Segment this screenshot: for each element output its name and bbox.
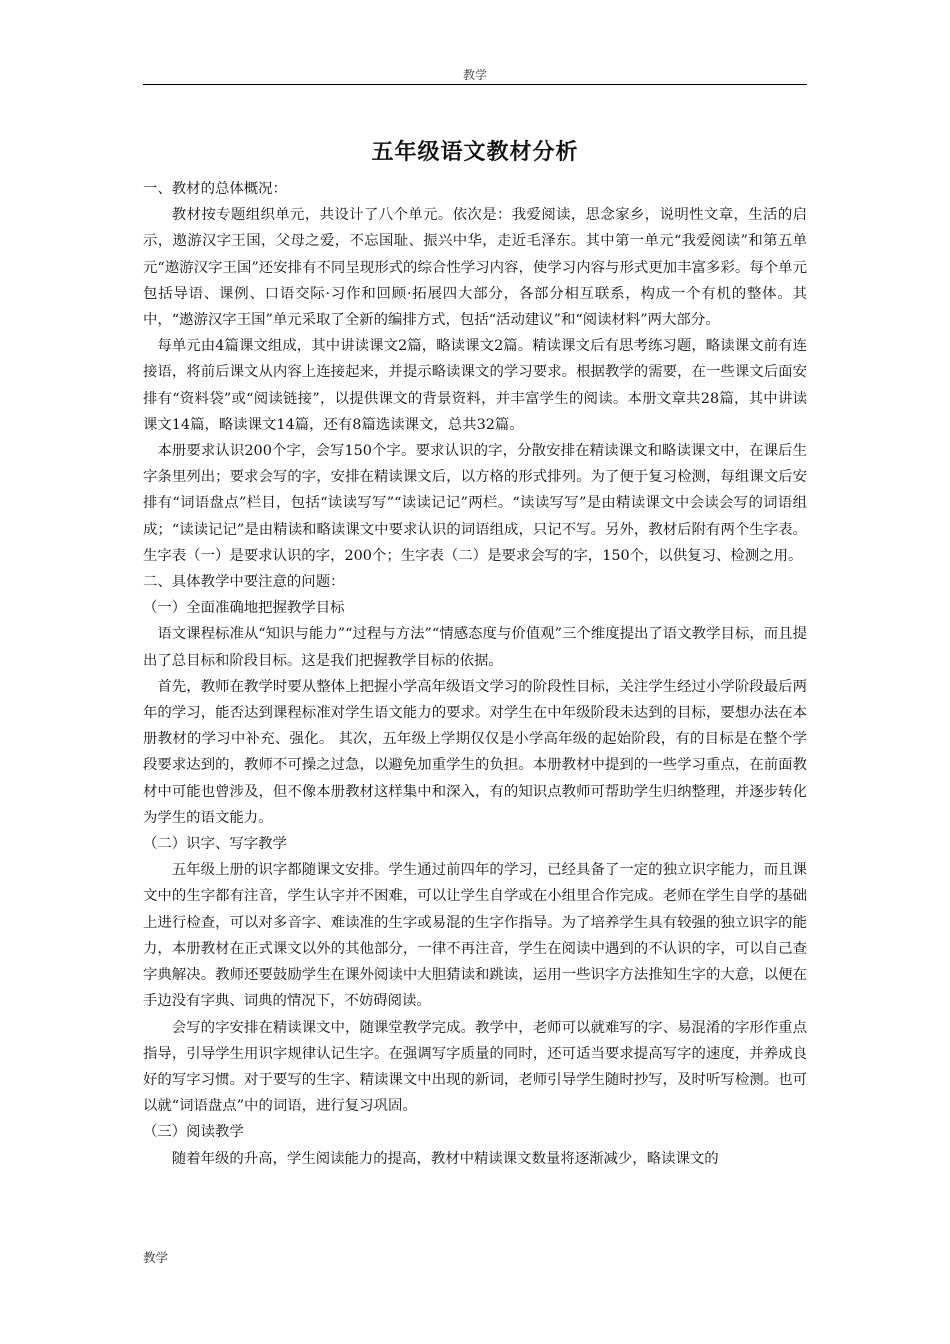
paragraph: 会写的字安排在精读课文中，随课堂教学完成。教学中，老师可以就难写的字、易混淆的字形作重点指导，引导学生用识字规律认记生字。在强调写字质量的同时，还可适当要求提高写字的速度，并养成良好的写字习惯。对于要写的生字、精读课文中出现的新词，老师引导学生随时抄写，及时听写检测。也可以就“词语盘点”中的词语，进行复习巩固。: [143, 1019, 807, 1115]
paragraph: 教材按专题组织单元，共设计了八个单元。依次是：我爱阅读，思念家乡，说明性文章，生活的启示，遨游汉字王国，父母之爱，不忘国耻、振兴中华，走近毛泽东。其中第一单元“我爱阅读”和第五单元“遨游汉字王国”还安排有不同呈现形式的综合性学习内容，使学习内容与形式更加丰富多彩。每个单元包括导语、课例、口语交际·习作和回顾·拓展四大部分，各部分相互联系，构成一个有机的整体。其中，“遨游汉字王国”单元采取了全新的编排方式，包括“活动建议”和“阅读材料”两大部分。: [143, 207, 807, 329]
paragraph: 随着年级的升高，学生阅读能力的提高，教材中精读课文数量将逐渐减少，略读课文的: [171, 1150, 719, 1167]
document-title: 五年级语文教材分析: [371, 139, 579, 165]
subsection-heading: （一）全面准确地把握教学目标: [143, 600, 345, 617]
page-footer: 教学: [143, 1250, 169, 1265]
subsection-heading: （三）阅读教学: [143, 1124, 244, 1141]
section-heading: 一、教材的总体概况：: [143, 181, 287, 197]
paragraph: 本册要求认识200个字，会写150个字。要求认识的字，分散安排在精读课文和略读课文中，在课后生字条里列出；要求会写的字，安排在精读课文后，以方格的形式排列。为了便于复习检测，每组课文后安排有“词语盘点”栏目，包括“读读写写”“读读记记”两栏。“读读写写”是由精读课文中会读会写的词语组成；“读读记记”是由精读和略读课文中要求认识的词语组成，只记不写。另外，教材后附有两个生字表。生字表（一）是要求认识的字，200个；生字表（二）是要求会写的字，150个，以供复习、检测之用。: [143, 443, 807, 564]
document-body: [143, 176, 807, 1172]
section-heading: 二、具体教学中要注意的问题：: [143, 574, 345, 591]
paragraph: 每单元由4篇课文组成，其中讲读课文2篇，略读课文2篇。精读课文后有思考练习题，略读课文前有连接语，将前后课文从内容上连接起来，并提示略读课文的学习要求。根据教学的需要，在一些课文后面安排有“资料袋”或“阅读链接”，以提供课文的背景资料，并丰富学生的阅读。本册文章共28篇，其中讲读课文14篇，略读课文14篇，还有8篇选读课文，总共32篇。: [143, 338, 807, 433]
paragraph: 首先，教师在教学时要从整体上把握小学高年级语文学习的阶段性目标，关注学生经过小学阶段最后两年的学习，能否达到课程标准对学生语文能力的要求。对学生在中年级阶段未达到的目标，要想办法在本册教材的学习中补充、强化。 其次，五年级上学期仅仅是小学高年级的起始阶段，有的目标是在整个学段要求达到的，教师不可操之过急，以避免加重学生的负担。本册教材中提到的一些学习重点，在前面教材中可能也曾涉及，但不像本册教材这样集中和深入，有的知识点教师可帮助学生归纳整理，并逐步转化为学生的语文能力。: [143, 678, 807, 826]
subsection-heading: （二）识字、写字教学: [143, 836, 287, 853]
header-divider: [143, 84, 807, 85]
paragraph: 语文课程标准从“知识与能力”“过程与方法”“情感态度与价值观”三个维度提出了语文教学目标，而且提出了总目标和阶段目标。这是我们把握教学目标的依据。: [143, 626, 807, 669]
page-header: 教学: [462, 68, 487, 82]
paragraph: 五年级上册的识字都随课文安排。学生通过前四年的学习，已经具备了一定的独立识字能力，而且课文中的生字都有注音，学生认字并不困难，可以让学生自学或在小组里合作完成。老师在学生自学的基础上进行检查，可以对多音字、难读准的生字或易混的生字作指导。为了培养学生具有较强的独立识字的能力，本册教材在正式课文以外的其他部分，一律不再注音，学生在阅读中遇到的不认识的字，可以自己查字典解决。教师还要鼓励学生在课外阅读中大胆猜读和跳读，运用一些识字方法推知生字的大意，以便在手边没有字典、词典的情况下，不妨碍阅读。: [143, 862, 807, 1010]
